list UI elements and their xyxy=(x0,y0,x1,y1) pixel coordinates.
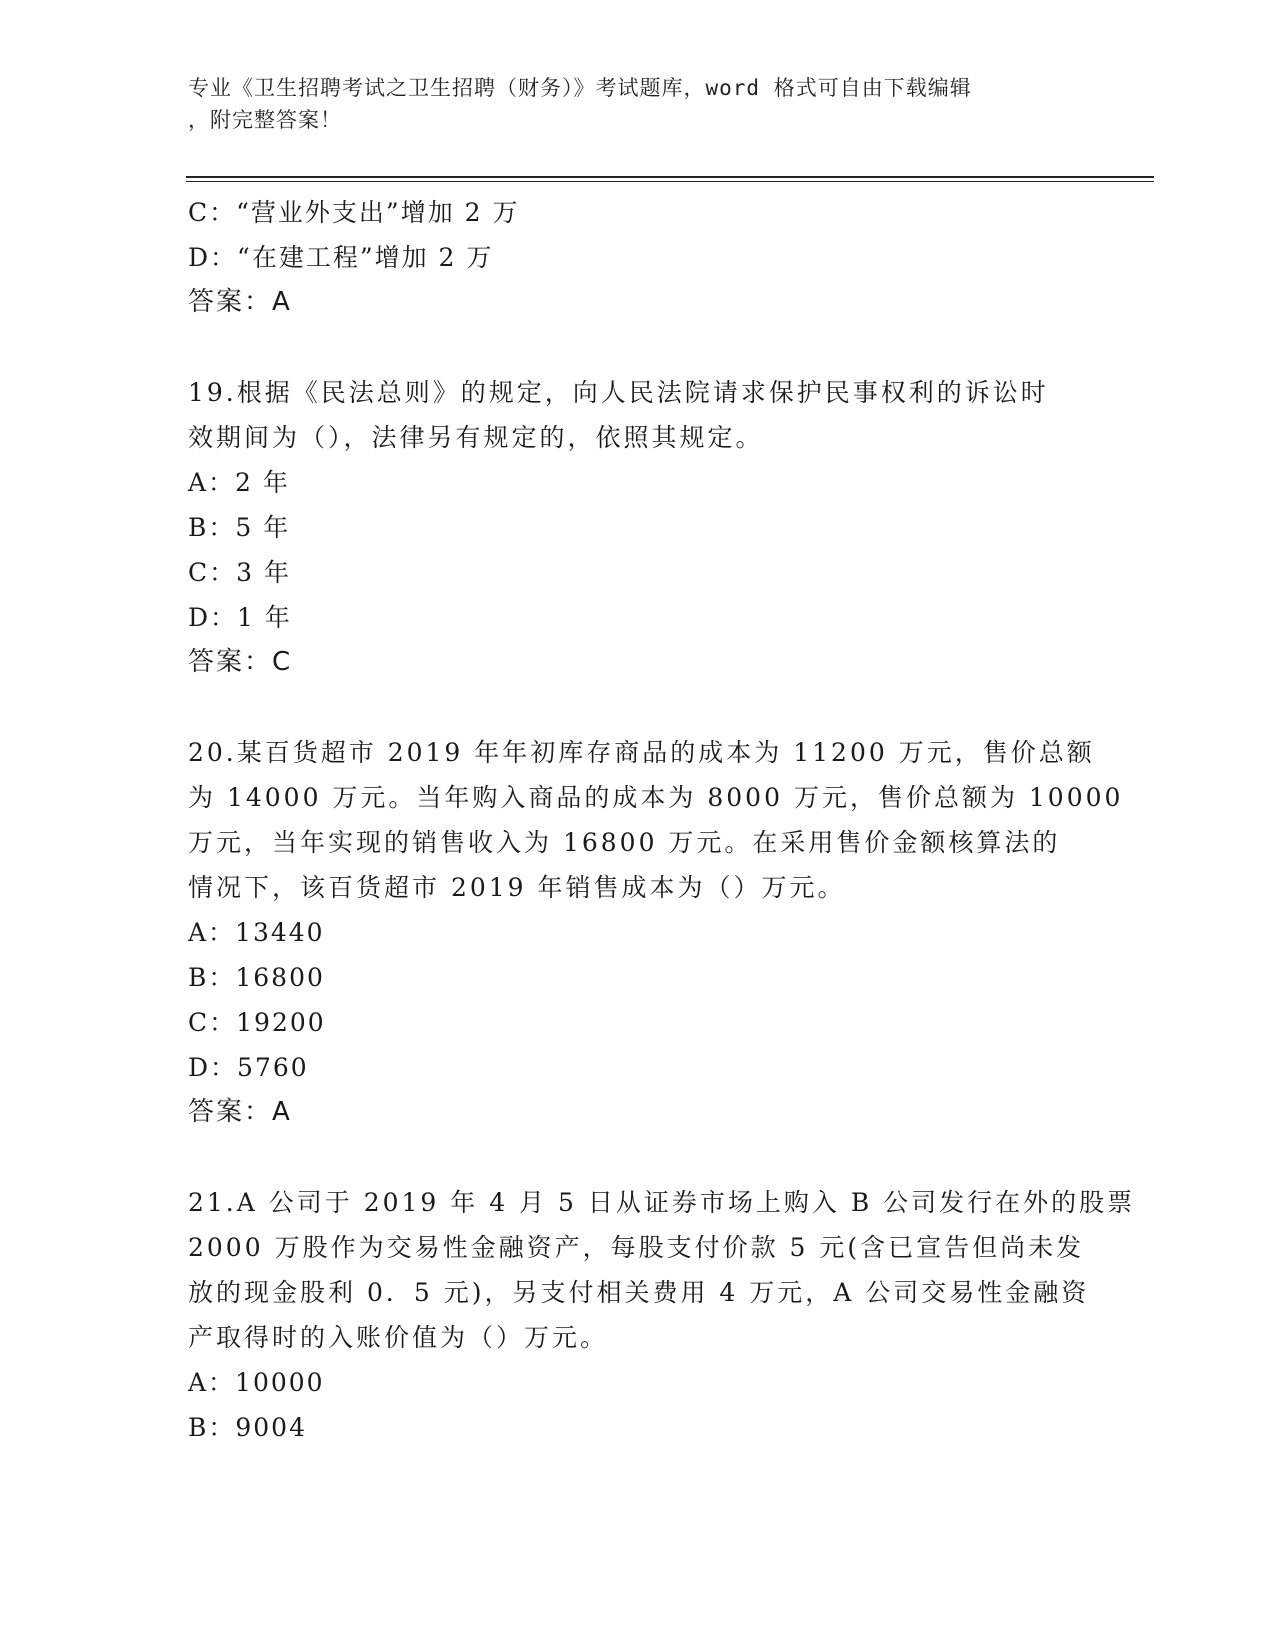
option-d: D：5760 xyxy=(188,1053,309,1082)
option-b: B：16800 xyxy=(188,963,325,992)
question-20 xyxy=(188,730,1124,1135)
question-text-line: 情况下，该百货超市 2019 年销售成本为（）万元。 xyxy=(188,873,846,902)
option-c: C：19200 xyxy=(188,1008,326,1037)
question-text-line: 为 14000 万元。当年购入商品的成本为 8000 万元，售价总额为 10000 xyxy=(188,783,1124,812)
question-text-line: 2000 万股作为交易性金融资产，每股支付价款 5 元(含已宣告但尚未发 xyxy=(188,1233,1085,1262)
option-d: D：1 年 xyxy=(188,603,292,632)
option-a: A：10000 xyxy=(188,1368,325,1397)
spacer xyxy=(188,685,1088,730)
option-c: C：“营业外支出”增加 2 万 xyxy=(188,198,520,227)
header-line-2: ，附完整答案！ xyxy=(188,108,342,132)
question-text xyxy=(188,370,1088,460)
question-19 xyxy=(188,370,1088,685)
question-text-line: 放的现金股利 0．5 元)，另支付相关费用 4 万元，A 公司交易性金融资 xyxy=(188,1278,1090,1307)
question-text xyxy=(188,1180,1136,1360)
question-text-line: 21.A 公司于 2019 年 4 月 5 日从证券市场上购入 B 公司发行在外的股票 xyxy=(188,1188,1136,1217)
previous-question-tail xyxy=(188,190,1088,325)
header-rule-thin xyxy=(186,181,1154,182)
question-text-line: 产取得时的入账价值为（）万元。 xyxy=(188,1323,609,1352)
option-a: A：13440 xyxy=(188,918,325,947)
header-rule-thick xyxy=(186,176,1154,178)
question-21 xyxy=(188,1180,1136,1450)
header-line-1: 专业《卫生招聘考试之卫生招聘（财务）》考试题库，word 格式可自由下载编辑 xyxy=(188,76,972,100)
question-text-line: 19.根据《民法总则》的规定，向人民法院请求保护民事权利的诉讼时 xyxy=(188,378,1049,407)
question-text xyxy=(188,730,1124,910)
spacer xyxy=(188,1135,1088,1180)
document-header xyxy=(188,72,1088,136)
spacer xyxy=(188,325,1088,370)
option-b: B：5 年 xyxy=(188,513,291,542)
answer-line: 答案：A xyxy=(188,287,292,317)
answer-line: 答案：A xyxy=(188,1097,292,1127)
question-text-line: 20.某百货超市 2019 年年初库存商品的成本为 11200 万元，售价总额 xyxy=(188,738,1095,767)
document-body xyxy=(188,190,1136,1450)
answer-line: 答案：C xyxy=(188,647,293,677)
option-a: A：2 年 xyxy=(188,468,290,497)
option-d: D：“在建工程”增加 2 万 xyxy=(188,243,494,272)
question-text-line: 万元，当年实现的销售收入为 16800 万元。在采用售价金额核算法的 xyxy=(188,828,1061,857)
option-c: C：3 年 xyxy=(188,558,291,587)
option-b: B：9004 xyxy=(188,1413,307,1442)
question-text-line: 效期间为（），法律另有规定的，依照其规定。 xyxy=(188,423,764,452)
